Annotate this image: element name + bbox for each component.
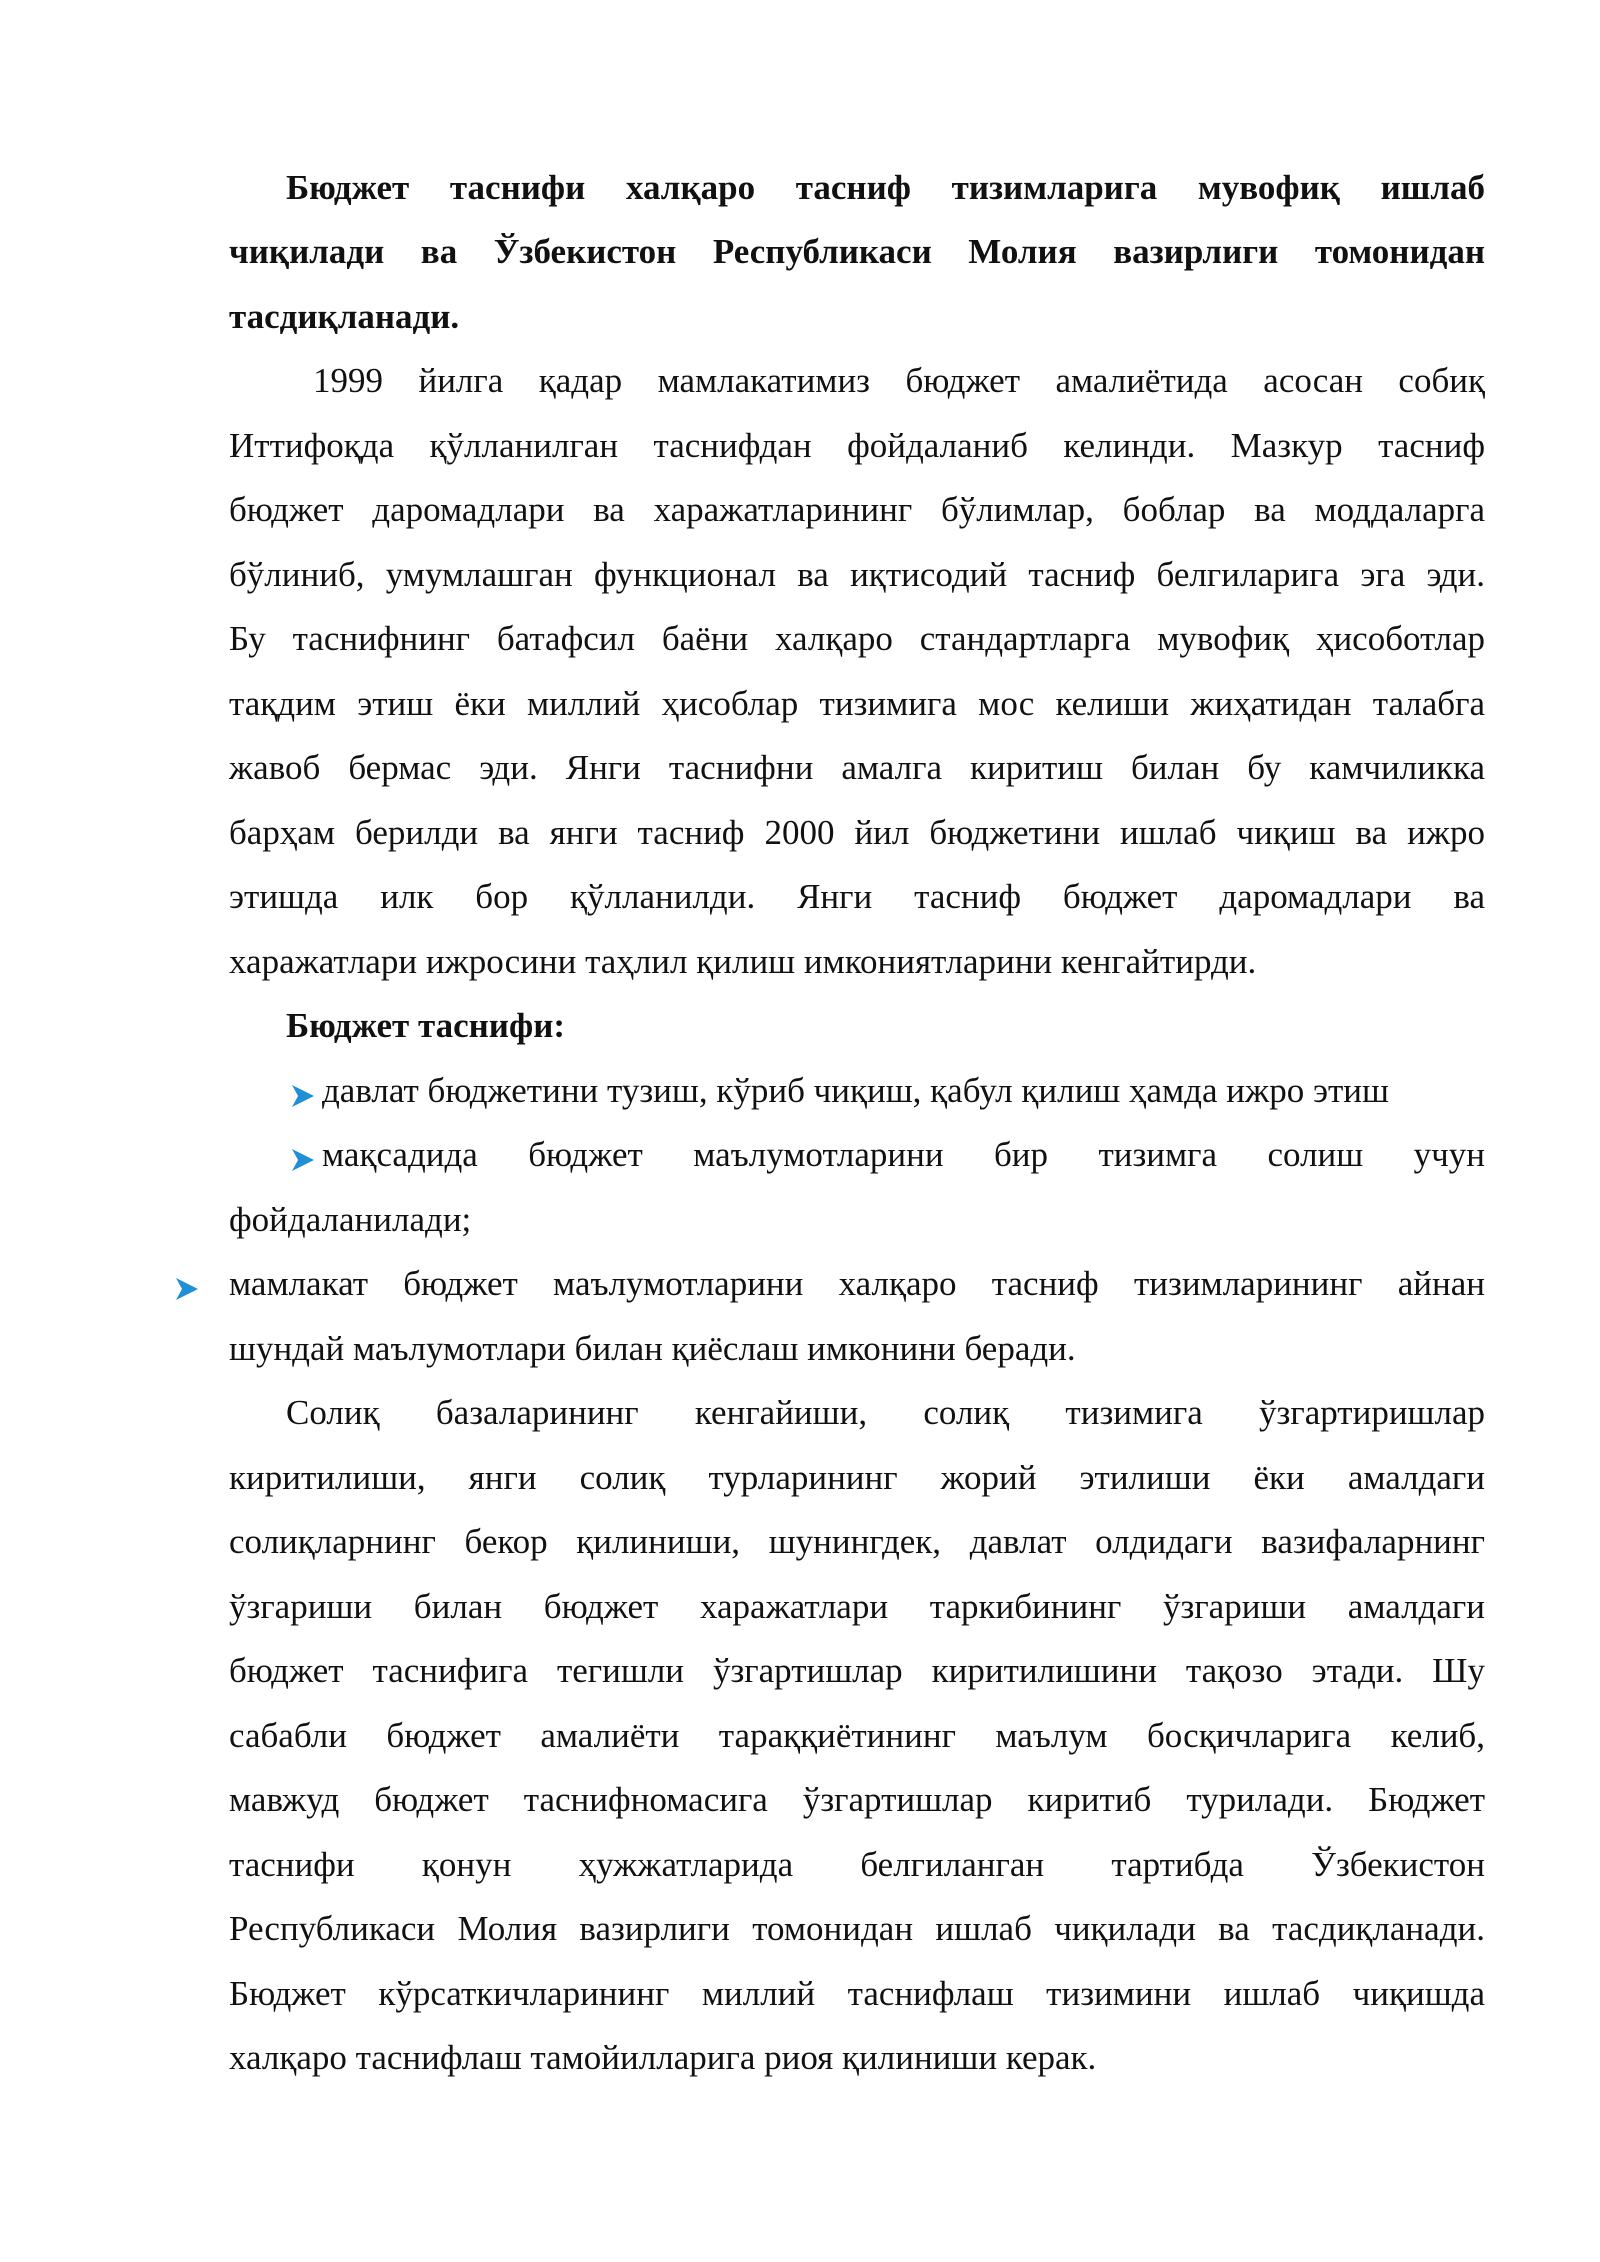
p3-line-4: ўзгариши билан бюджет харажатлари таркибининг ўзгариши амалдаги [229, 1587, 1485, 1626]
section-heading: Бюджет таснифи: [286, 1006, 566, 1045]
arrow-bullet-icon [174, 1276, 202, 1306]
p3-line-10: Бюджет кўрсаткичларининг миллий таснифлаш тизимини ишлаб чиқишда [229, 1974, 1485, 2013]
p2-line-1: 1999 йилга қадар мамлакатимиз бюджет амалиётида асосан собиқ [313, 361, 1485, 400]
arrow-bullet-icon [290, 1083, 318, 1113]
p3-line-5: бюджет таснифига тегишли ўзгартишлар киритилишини тақозо этади. Шу [229, 1651, 1485, 1690]
p1-line-2: чиқилади ва Ўзбекистон Республикаси Молия вазирлиги томонидан [229, 232, 1485, 271]
p2-line-6: тақдим этиш ёки миллий ҳисоблар тизимига мос келиши жиҳатидан талабга [229, 684, 1485, 723]
p2-line-3: бюджет даромадлари ва харажатларининг бўлимлар, боблар ва моддаларга [229, 490, 1485, 529]
p1-line-1: Бюджет таснифи халқаро тасниф тизимларига мувофиқ ишлаб [286, 168, 1485, 207]
p3-line-7: мавжуд бюджет таснифномасига ўзгартишлар киритиб турилади. Бюджет [229, 1780, 1485, 1819]
p2-line-10: харажатлари ижросини таҳлил қилиш имкониятларини кенгайтирди. [229, 942, 1257, 981]
bullet-2-line-2: фойдаланилади; [229, 1200, 472, 1239]
bullet-3-line-2: шундай маълумотлари билан қиёслаш имконини беради. [229, 1329, 1076, 1368]
bullet-3-line-1: мамлакат бюджет маълумотларини халқаро тасниф тизимларининг айнан [229, 1264, 1485, 1303]
p2-line-8: барҳам берилди ва янги тасниф 2000 йил бюджетини ишлаб чиқиш ва ижро [229, 813, 1485, 852]
p2-line-5: Бу таснифнинг батафсил баёни халқаро стандартларга мувофиқ ҳисоботлар [229, 619, 1485, 658]
p1-line-3: тасдиқланади. [229, 297, 460, 336]
p3-line-1: Солиқ базаларининг кенгайиши, солиқ тизимига ўзгартиришлар [286, 1393, 1485, 1432]
bullet-2-line-1: мақсадида бюджет маълумотларини бир тизимга солиш учун [322, 1135, 1485, 1174]
bullet-1-text: давлат бюджетини тузиш, кўриб чиқиш, қабул қилиш ҳамда ижро этиш [322, 1071, 1389, 1110]
p3-line-11: халқаро таснифлаш тамойилларига риоя қилиниши керак. [229, 2038, 1097, 2077]
p3-line-2: киритилиши, янги солиқ турларининг жорий этилиши ёки амалдаги [229, 1458, 1485, 1497]
p2-line-4: бўлиниб, умумлашган функционал ва иқтисодий тасниф белгиларига эга эди. [229, 555, 1485, 594]
p3-line-9: Республикаси Молия вазирлиги томонидан ишлаб чиқилади ва тасдиқланади. [229, 1909, 1485, 1948]
p3-line-8: таснифи қонун ҳужжатларида белгиланган тартибда Ўзбекистон [229, 1845, 1485, 1884]
p2-line-7: жавоб бермас эди. Янги таснифни амалга киритиш билан бу камчиликка [229, 748, 1485, 787]
p3-line-6: сабабли бюджет амалиёти тараққиётининг маълум босқичларига келиб, [229, 1716, 1485, 1755]
p3-line-3: солиқларнинг бекор қилиниши, шунингдек, давлат олдидаги вазифаларнинг [229, 1522, 1485, 1561]
p2-line-2: Иттифоқда қўлланилган таснифдан фойдаланиб келинди. Мазкур тасниф [229, 426, 1485, 465]
p2-line-9: этишда илк бор қўлланилди. Янги тасниф бюджет даромадлари ва [229, 877, 1485, 916]
arrow-bullet-icon [290, 1147, 318, 1177]
